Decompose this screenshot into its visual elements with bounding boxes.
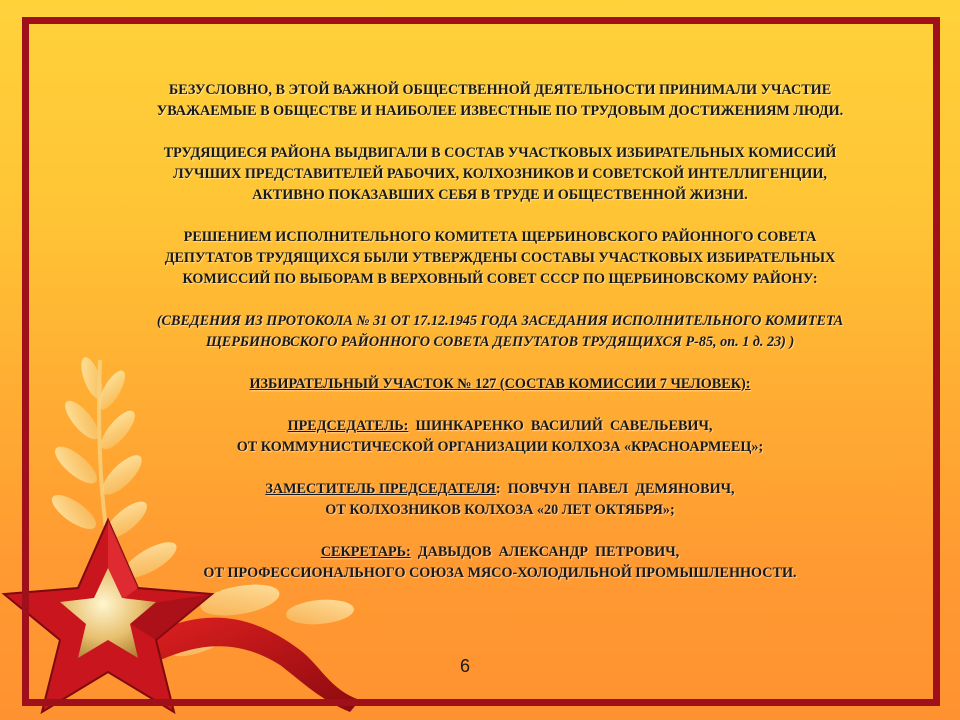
precinct-title: ИЗБИРАТЕЛЬНЫЙ УЧАСТОК № 127 (СОСТАВ КОМИССИИ 7 ЧЕЛОВЕК): [249, 376, 751, 392]
chairman-entry [80, 416, 920, 458]
page-number: 6 [460, 656, 471, 676]
text-line: БЕЗУСЛОВНО, В ЭТОЙ ВАЖНОЙ ОБЩЕСТВЕННОЙ ДЕЯТЕЛЬНОСТИ ПРИНИМАЛИ УЧАСТИЕ [168, 82, 832, 98]
text-line: КОМИССИЙ ПО ВЫБОРАМ В ВЕРХОВНЫЙ СОВЕТ СССР ПО ЩЕРБИНОВСКОМУ РАЙОНУ: [182, 271, 818, 287]
deputy-entry [80, 479, 920, 521]
chairman-org: ОТ КОММУНИСТИЧЕСКОЙ ОРГАНИЗАЦИИ КОЛХОЗА «КРАСНОАРМЕЕЦ»; [236, 439, 764, 455]
text-line: ДЕПУТАТОВ ТРУДЯЩИХСЯ БЫЛИ УТВЕРЖДЕНЫ СОСТАВЫ УЧАСТКОВЫХ ИЗБИРАТЕЛЬНЫХ [164, 250, 836, 266]
text-line: (СВЕДЕНИЯ ИЗ ПРОТОКОЛА № 31 ОТ 17.12.1945 ГОДА ЗАСЕДАНИЯ ИСПОЛНИТЕЛЬНОГО КОМИТЕТА [156, 313, 844, 329]
text-line: ЩЕРБИНОВСКОГО РАЙОННОГО СОВЕТА ДЕПУТАТОВ ТРУДЯЩИХСЯ Р-85, оп. 1 д. 23) ) [205, 334, 795, 350]
chairman-name: ШИНКАРЕНКО ВАСИЛИЙ САВЕЛЬЕВИЧ, [408, 418, 713, 434]
deputy-label: ЗАМЕСТИТЕЛЬ ПРЕДСЕДАТЕЛЯ [265, 481, 496, 497]
secretary-label: СЕКРЕТАРЬ: [320, 544, 411, 560]
secretary-name: ДАВЫДОВ АЛЕКСАНДР ПЕТРОВИЧ, [410, 544, 680, 560]
deputy-name: : ПОВЧУН ПАВЕЛ ДЕМЯНОВИЧ, [495, 481, 735, 497]
secretary-org: ОТ ПРОФЕССИОНАЛЬНОГО СОЮЗА МЯСО-ХОЛОДИЛЬНОЙ ПРОМЫШЛЕННОСТИ. [203, 565, 797, 581]
text-line: РЕШЕНИЕМ ИСПОЛНИТЕЛЬНОГО КОМИТЕТА ЩЕРБИНОВСКОГО РАЙОННОГО СОВЕТА [183, 229, 817, 245]
text-line: УВАЖАЕМЫЕ В ОБЩЕСТВЕ И НАИБОЛЕЕ ИЗВЕСТНЫЕ ПО ТРУДОВЫМ ДОСТИЖЕНИЯМ ЛЮДИ. [156, 103, 844, 119]
red-ribbon-icon [140, 618, 360, 712]
chairman-label: ПРЕДСЕДАТЕЛЬ: [287, 418, 409, 434]
precinct-heading [80, 374, 920, 395]
text-line: АКТИВНО ПОКАЗАВШИХ СЕБЯ В ТРУДЕ И ОБЩЕСТВЕННОЙ ЖИЗНИ. [252, 187, 748, 203]
slide-text-body [80, 80, 920, 605]
intro-paragraph [80, 80, 920, 122]
decision-paragraph [80, 227, 920, 290]
text-line: ТРУДЯЩИЕСЯ РАЙОНА ВЫДВИГАЛИ В СОСТАВ УЧАСТКОВЫХ ИЗБИРАТЕЛЬНЫХ КОМИССИЙ [163, 145, 837, 161]
secretary-entry [80, 542, 920, 584]
source-reference [80, 311, 920, 353]
text-line: ЛУЧШИХ ПРЕДСТАВИТЕЛЕЙ РАБОЧИХ, КОЛХОЗНИКОВ И СОВЕТСКОЙ ИНТЕЛЛИГЕНЦИИ, [173, 166, 827, 182]
deputy-org: ОТ КОЛХОЗНИКОВ КОЛХОЗА «20 ЛЕТ ОКТЯБРЯ»; [325, 502, 675, 518]
nominees-paragraph [80, 143, 920, 206]
